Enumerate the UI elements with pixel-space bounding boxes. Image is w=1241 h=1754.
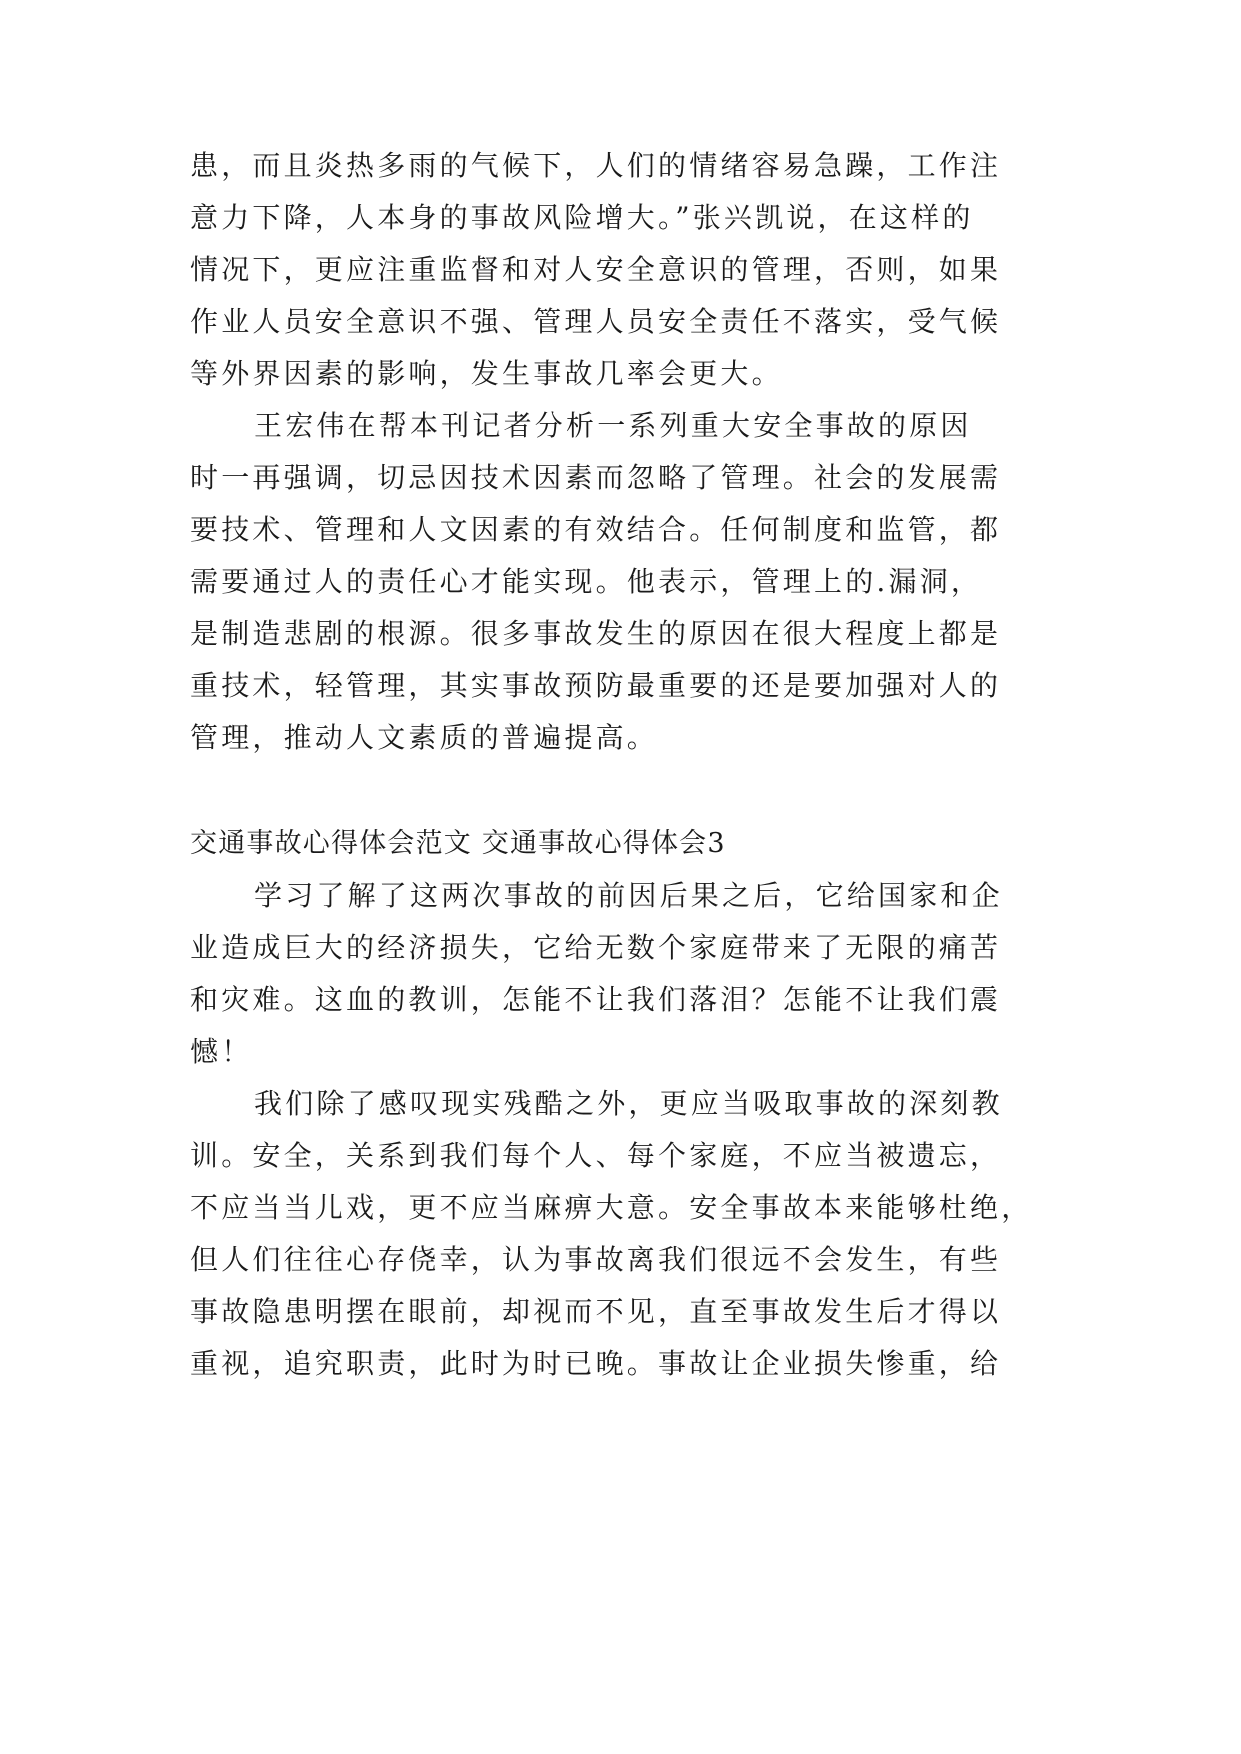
paragraph-3-line-2: 业造成巨大的经济损失，它给无数个家庭带来了无限的痛苦 [190, 931, 1002, 964]
paragraph-3-line-1: 学习了解了这两次事故的前因后果之后，它给国家和企 [254, 879, 1003, 912]
paragraph-4-line-1: 我们除了感叹现实残酷之外，更应当吸取事故的深刻教 [254, 1087, 1003, 1120]
paragraph-4-line-6: 重视，追究职责，此时为时已晚。事故让企业损失惨重，给 [190, 1347, 1002, 1380]
paragraph-3-line-4: 憾！ [190, 1035, 253, 1068]
paragraph-4-line-3: 不应当当儿戏，更不应当麻痹大意。安全事故本来能够杜绝， [190, 1191, 1033, 1224]
paragraph-1-line-2: 意力下降，人本身的事故风险增大。”张兴凯说，在这样的 [190, 201, 974, 234]
paragraph-2-line-4: 需要通过人的责任心才能实现。他表示，管理上的.漏洞， [190, 565, 983, 598]
paragraph-2-line-1: 王宏伟在帮本刊记者分析一系列重大安全事故的原因 [254, 409, 972, 442]
paragraph-2-line-5: 是制造悲剧的根源。很多事故发生的原因在很大程度上都是 [190, 617, 1002, 650]
paragraph-1-line-4: 作业人员安全意识不强、管理人员安全责任不落实，受气候 [190, 305, 1002, 338]
paragraph-4-line-2: 训。安全，关系到我们每个人、每个家庭，不应当被遗忘， [190, 1139, 1002, 1172]
paragraph-4-line-4: 但人们往往心存侥幸，认为事故离我们很远不会发生，有些 [190, 1243, 1002, 1276]
paragraph-1-line-5: 等外界因素的影响，发生事故几率会更大。 [190, 357, 783, 390]
paragraph-1-line-3: 情况下，更应注重监督和对人安全意识的管理，否则，如果 [190, 253, 1002, 286]
paragraph-1-line-1: 患，而且炎热多雨的气候下，人们的情绪容易急躁，工作注 [190, 149, 1002, 182]
paragraph-4-line-5: 事故隐患明摆在眼前，却视而不见，直至事故发生后才得以 [190, 1295, 1002, 1328]
paragraph-2-line-6: 重技术，轻管理，其实事故预防最重要的还是要加强对人的 [190, 669, 1002, 702]
section-heading: 交通事故心得体会范文 交通事故心得体会3 [190, 828, 726, 859]
paragraph-2-line-7: 管理，推动人文素质的普遍提高。 [190, 721, 659, 754]
paragraph-2-line-2: 时一再强调，切忌因技术因素而忽略了管理。社会的发展需 [190, 461, 1002, 494]
paragraph-3-line-3: 和灾难。这血的教训，怎能不让我们落泪？怎能不让我们震 [190, 983, 1002, 1016]
paragraph-2-line-3: 要技术、管理和人文因素的有效结合。任何制度和监管，都 [190, 513, 1002, 546]
